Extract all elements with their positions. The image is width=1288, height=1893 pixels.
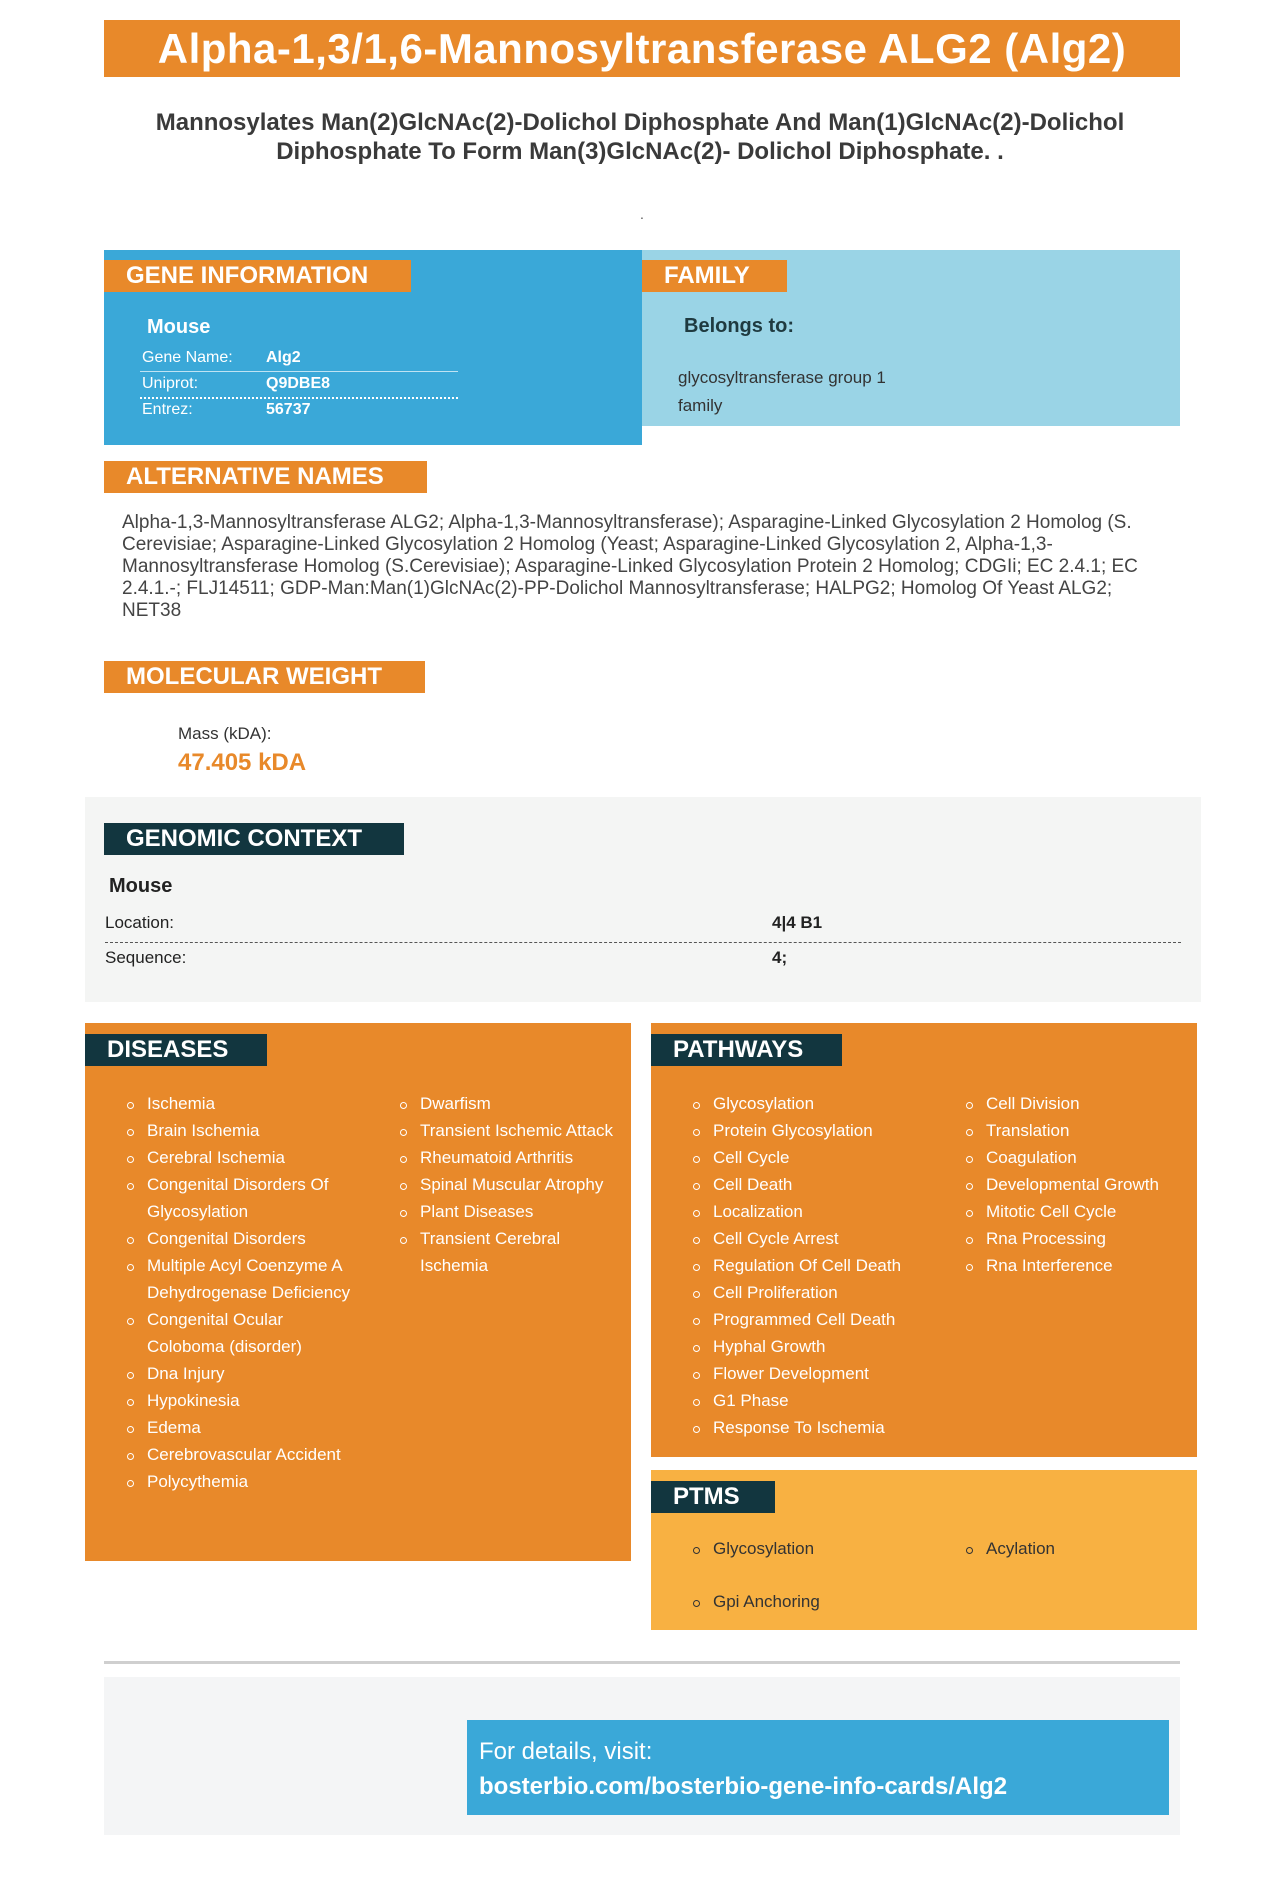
diseases-list-col1 — [123, 1090, 359, 1495]
sequence-value: 4; — [772, 948, 788, 967]
diseases-heading: DISEASES — [85, 1034, 267, 1066]
divider — [140, 397, 458, 399]
pathways-list-col1 — [689, 1090, 939, 1441]
list-item: Gpi Anchoring — [689, 1588, 939, 1615]
list-item: Brain Ischemia — [123, 1117, 359, 1144]
list-item: Edema — [123, 1414, 359, 1441]
list-item: Regulation Of Cell Death — [689, 1252, 939, 1279]
pathways-panel — [651, 1023, 1197, 1457]
list-item: Congenital Disorders — [123, 1225, 359, 1252]
ptms-list-col1 — [689, 1535, 939, 1615]
list-item: Cell Division — [962, 1090, 1192, 1117]
gene-name-label: Gene Name: — [142, 349, 233, 366]
entrez-label: Entrez: — [142, 401, 193, 418]
list-item: Transient Ischemic Attack — [396, 1117, 616, 1144]
gene-species: Mouse — [147, 316, 211, 338]
divider — [140, 371, 458, 372]
list-item: Cell Cycle — [689, 1144, 939, 1171]
list-item: Dna Injury — [123, 1360, 359, 1387]
list-item: Developmental Growth — [962, 1171, 1192, 1198]
list-item: Acylation — [962, 1535, 1192, 1562]
alternative-names-heading: ALTERNATIVE NAMES — [104, 461, 427, 493]
list-item: Localization — [689, 1198, 939, 1225]
entrez-value: 56737 — [266, 401, 311, 418]
list-item: Mitotic Cell Cycle — [962, 1198, 1192, 1225]
separator-dot: . — [640, 206, 644, 222]
ptms-list-col2 — [962, 1535, 1192, 1562]
genomic-context-heading: GENOMIC CONTEXT — [104, 823, 404, 855]
details-url-link[interactable]: bosterbio.com/bosterbio-gene-info-cards/Alg2 — [479, 1773, 1008, 1800]
diseases-list-col2 — [396, 1090, 616, 1279]
sequence-label: Sequence: — [105, 948, 187, 967]
uniprot-row — [142, 375, 330, 393]
list-item: Spinal Muscular Atrophy — [396, 1171, 616, 1198]
list-item: Cell Cycle Arrest — [689, 1225, 939, 1252]
list-item: Glycosylation — [689, 1090, 939, 1117]
diseases-panel — [85, 1023, 631, 1561]
list-item: Ischemia — [123, 1090, 359, 1117]
list-item: Rheumatoid Arthritis — [396, 1144, 616, 1171]
family-belongs-label: Belongs to: — [684, 315, 794, 337]
page-title: Alpha-1,3/1,6-Mannosyltransferase ALG2 (Alg2) — [104, 20, 1180, 77]
molecular-weight-heading: MOLECULAR WEIGHT — [104, 661, 425, 693]
list-item: Cell Proliferation — [689, 1279, 939, 1306]
list-item: Transient Cerebral Ischemia — [396, 1225, 616, 1279]
divider — [105, 942, 1181, 943]
footer-divider — [104, 1661, 1180, 1664]
sequence-row — [105, 948, 1181, 968]
list-item: Congenital Ocular Coloboma (disorder) — [123, 1306, 359, 1360]
pathways-heading: PATHWAYS — [651, 1034, 842, 1066]
details-link-box[interactable] — [467, 1720, 1169, 1815]
list-item: Response To Ischemia — [689, 1414, 939, 1441]
list-item: Congenital Disorders Of Glycosylation — [123, 1171, 359, 1225]
list-item: Glycosylation — [689, 1535, 939, 1562]
list-item: Rna Processing — [962, 1225, 1192, 1252]
entrez-row — [142, 401, 311, 419]
list-item: G1 Phase — [689, 1387, 939, 1414]
list-item: Dwarfism — [396, 1090, 616, 1117]
genomic-species: Mouse — [109, 875, 173, 897]
list-item: Translation — [962, 1117, 1192, 1144]
gene-name-value: Alg2 — [266, 349, 301, 366]
location-row — [105, 913, 1181, 933]
details-text: For details, visit: — [479, 1738, 653, 1765]
mass-value: 47.405 kDA — [178, 749, 307, 776]
page-subtitle: Mannosylates Man(2)GlcNAc(2)-Dolichol Diphosphate And Man(1)GlcNAc(2)-Dolichol Diphosphate To Form Man(3)GlcNAc(2)- Dolichol Diphosphate. . — [155, 109, 1125, 165]
list-item: Multiple Acyl Coenzyme A Dehydrogenase Deficiency — [123, 1252, 359, 1306]
family-heading: FAMILY — [642, 260, 787, 292]
list-item: Flower Development — [689, 1360, 939, 1387]
list-item: Polycythemia — [123, 1468, 359, 1495]
list-item: Protein Glycosylation — [689, 1117, 939, 1144]
mass-label: Mass (kDA): — [178, 724, 272, 743]
pathways-list-col2 — [962, 1090, 1192, 1279]
list-item: Hyphal Growth — [689, 1333, 939, 1360]
gene-information-heading: GENE INFORMATION — [104, 260, 411, 292]
uniprot-value: Q9DBE8 — [266, 375, 331, 392]
list-item: Hypokinesia — [123, 1387, 359, 1414]
list-item: Cerebral Ischemia — [123, 1144, 359, 1171]
list-item: Cell Death — [689, 1171, 939, 1198]
list-item: Cerebrovascular Accident — [123, 1441, 359, 1468]
list-item: Coagulation — [962, 1144, 1192, 1171]
location-value: 4|4 B1 — [772, 913, 823, 932]
gene-name-row — [142, 349, 301, 367]
uniprot-label: Uniprot: — [142, 375, 199, 392]
ptms-heading: PTMS — [651, 1481, 775, 1513]
list-item: Rna Interference — [962, 1252, 1192, 1279]
list-item: Plant Diseases — [396, 1198, 616, 1225]
location-label: Location: — [105, 913, 174, 932]
family-text: glycosyltransferase group 1 family — [678, 368, 886, 415]
alternative-names-text: Alpha-1,3-Mannosyltransferase ALG2; Alpha-1,3-Mannosyltransferase); Asparagine-Linked Glycosylation 2 Homolog (S. Cerevisiae; Asparagine-Linked Glycosylation 2 Homolog (Yeast; Asparagine-Linked Glycosylation 2, Alpha-1,3-Mannosyltransferase Homolog (S.Cerevisiae); Asparagine-Linked Glycosylation Protein 2 Homolog; CDGIi; EC 2.4.1; EC 2.4.1.-; FLJ14511; GDP-Man:Man(1)GlcNAc(2)-PP-Dolichol Mannosyltransferase; HALPG2; Homolog Of Yeast ALG2; NET38 — [122, 512, 1138, 621]
list-item: Programmed Cell Death — [689, 1306, 939, 1333]
